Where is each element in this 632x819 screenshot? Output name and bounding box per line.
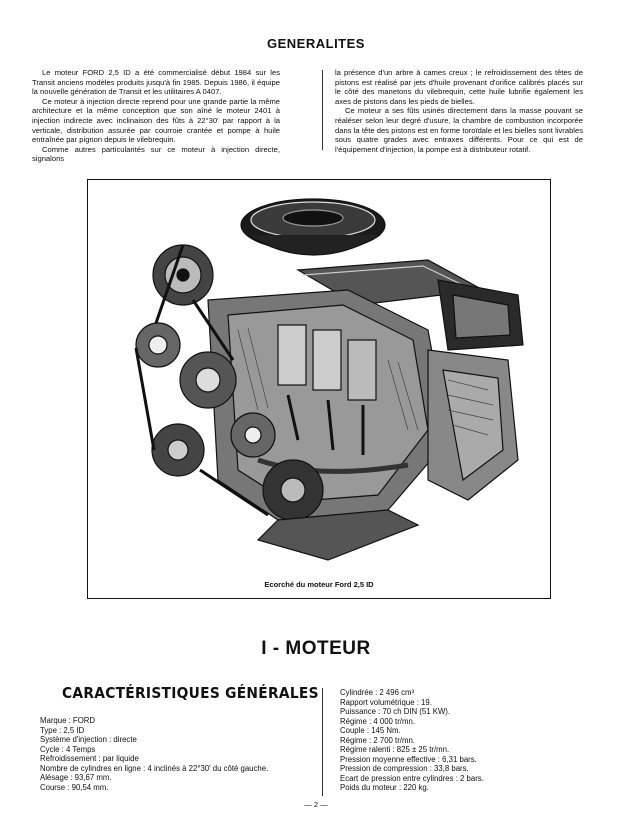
engine-figure	[87, 179, 551, 599]
spec-item: Régime ralenti : 825 ± 25 tr/mn.	[340, 745, 450, 754]
spec-item: Pression de compression : 33,8 bars.	[340, 764, 469, 773]
specs-left-list	[40, 716, 320, 792]
spec-item: Régime : 2 700 tr/mn.	[340, 735, 415, 745]
intro-paragraph: Le moteur FORD 2,5 ID a été commercialisé début 1984 sur les Transit anciens modèles produits jusqu'à fin 1985. Depuis 1986, il équipe la nouvelle génération de Transit et les utilitaires A 0407.	[32, 68, 280, 97]
figure-caption: Ecorché du moteur Ford 2,5 ID	[264, 580, 374, 589]
section-title: I - MOTEUR	[261, 638, 371, 659]
spec-item: Couple : 145 Nm.	[340, 726, 401, 735]
spec-item: Alésage : 93,67 mm.	[40, 773, 112, 782]
intro-paragraph: la présence d'un arbre à cames creux ; le refroidissement des têtes de pistons est réalisé par jets d'huile provenant d'orifice calibrés placés sur le côté des manetons du vilebrequin, cette huile lubrifie également les axes de pistons dans les pieds de bielles.	[335, 68, 583, 106]
intro-right-column	[335, 68, 583, 154]
spec-item: Rapport volumétrique : 19.	[340, 697, 432, 707]
spec-item: Puissance : 70 ch DIN (51 KW).	[340, 707, 451, 716]
specs-divider	[322, 688, 323, 796]
intro-paragraph: Comme autres particularités sur ce moteur à injection directe, signalons	[32, 144, 280, 164]
section-subtitle: CARACTÉRISTIQUES GÉNÉRALES	[62, 684, 319, 702]
intro-left-column	[32, 68, 280, 164]
engine-cutaway-illustration	[88, 180, 552, 600]
spec-item: Système d'injection : directe	[40, 735, 137, 744]
page-title: GENERALITES	[267, 36, 365, 51]
spec-item: Ecart de pression entre cylindres : 2 bars.	[340, 773, 484, 783]
page-number: — 2 —	[304, 800, 328, 809]
spec-item: Marque : FORD	[40, 716, 96, 725]
spec-item: Type : 2,5 ID	[40, 725, 85, 735]
spec-item: Cycle : 4 Temps	[40, 744, 96, 754]
spec-item: Régime : 4 000 tr/mn.	[340, 716, 415, 726]
intro-paragraph: Ce moteur à injection directe reprend pour une grande partie la même architecture et la même conception que son aîné le moteur 2401 à injection indirecte avec inclinaison des fûts à 22°30' par rapport à la verticale, distribution assurée par courroie crantée et pompe à huile entraînée par pignon depuis le vilebrequin.	[32, 96, 280, 145]
intro-paragraph: Ce moteur a ses fûts usinés directement dans la masse pouvant se réaléser selon leur degré d'usure, la chambre de combustion incorporée dans la tête des pistons est en forme toroïdale et les bielles sont livrables sous quatre grades avec entraxes différents. Pour ce qui est de l'équipement d'injection, la pompe est à distributeur rotatif.	[335, 106, 583, 154]
spec-item: Refroidissement : par liquide	[40, 754, 139, 763]
spec-item: Cylindrée : 2 496 cm³	[340, 688, 415, 697]
spec-item: Course : 90,54 mm.	[40, 782, 109, 792]
spec-item: Nombre de cylindres en ligne : 4 inclinés à 22°30' du côté gauche.	[40, 763, 269, 773]
specs-right-list	[340, 688, 610, 793]
column-divider	[322, 70, 323, 150]
spec-item: Pression moyenne effective : 6,31 bars.	[340, 754, 477, 764]
spec-item: Poids du moteur : 220 kg.	[340, 783, 429, 792]
